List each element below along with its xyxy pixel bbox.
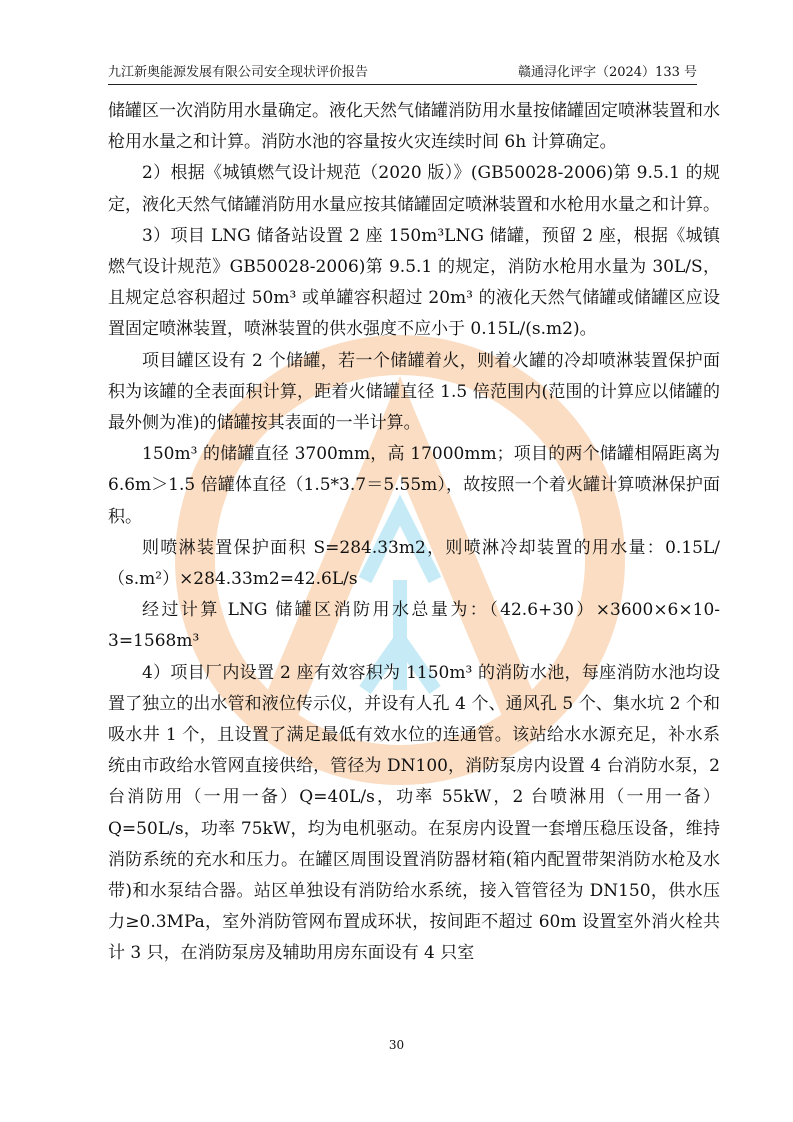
header-company: 九江新奥能源发展有限公司安全现状评价报告	[108, 65, 369, 80]
paragraph: 储罐区一次消防用水量确定。液化天然气储罐消防用水量按储罐固定喷淋装置和水枪用水量之和计算。消防水池的容量按火灾连续时间 6h 计算确定。	[108, 101, 720, 153]
paragraph: 3）项目 LNG 储备站设置 2 座 150m³LNG 储罐，预留 2 座，根据《城镇燃气设计规范》GB50028-2006)第 9.5.1 的规定，消防水枪用水量为 30L/S，且规定总容积超过 50m³ 或单罐容积超过 20m³ 的液化天然气储罐或储罐区应设置固定喷淋装置，喷淋装置的供水强度不应小于 0.15L/(s.m2)。	[108, 225, 720, 340]
paragraph: 4）项目厂内设置 2 座有效容积为 1150m³ 的消防水池，每座消防水池均设置了独立的出水管和液位传示仪，并设有人孔 4 个、通风孔 5 个、集水坑 2 个和吸水井 1 个，且设置了满足最低有效水位的连通管。该站给水水源充足，补水系统由市政给水管网直接供给，管径为 DN100，消防泵房内设置 4 台消防水泵，2 台消防用（一用一备）Q=40L/s，功率 55kW，2 台喷淋用（一用一备）Q=50L/s，功率 75kW，均为电机驱动。在泵房内设置一套增压稳压设备，维持消防系统的充水和压力。在罐区周围设置消防器材箱(箱内配置带架消防水枪及水带)和水泵结合器。站区单独设有消防给水系统，接入管管径为 DN150，供水压力≥0.3MPa，室外消防管网布置成环状，按间距不超过 60m 设置室外消火栓共计 3 只，在消防泵房及辅助用房东面设有 4 只室	[108, 662, 720, 964]
page-number: 30	[388, 1038, 405, 1052]
header-report-number: 赣通浔化评字（2024）133 号	[517, 65, 697, 80]
paragraph: 经过计算 LNG 储罐区消防用水总量为：（42.6+30）×3600×6×10-3=1568m³	[108, 600, 720, 652]
page-header	[108, 62, 697, 85]
document-body	[108, 96, 720, 970]
paragraph: 2）根据《城镇燃气设计规范（2020 版）》(GB50028-2006)第 9.5.1 的规定，液化天然气储罐消防用水量应按其储罐固定喷淋装置和水枪用水量之和计算。	[108, 163, 720, 215]
paragraph: 150m³ 的储罐直径 3700mm，高 17000mm；项目的两个储罐相隔距离为 6.6m＞1.5 倍罐体直径（1.5*3.7＝5.55m），故按照一个着火罐计算喷淋保护面积。	[108, 444, 720, 527]
paragraph: 则喷淋装置保护面积 S=284.33m2，则喷淋冷却装置的用水量：0.15L/（s.m²）×284.33m2=42.6L/s	[108, 537, 720, 590]
paragraph: 项目罐区设有 2 个储罐，若一个储罐着火，则着火罐的冷却喷淋装置保护面积为该罐的全表面积计算，距着火储罐直径 1.5 倍范围内(范围的计算应以储罐的最外侧为准)的储罐按其表面的一半计算。	[108, 350, 720, 434]
